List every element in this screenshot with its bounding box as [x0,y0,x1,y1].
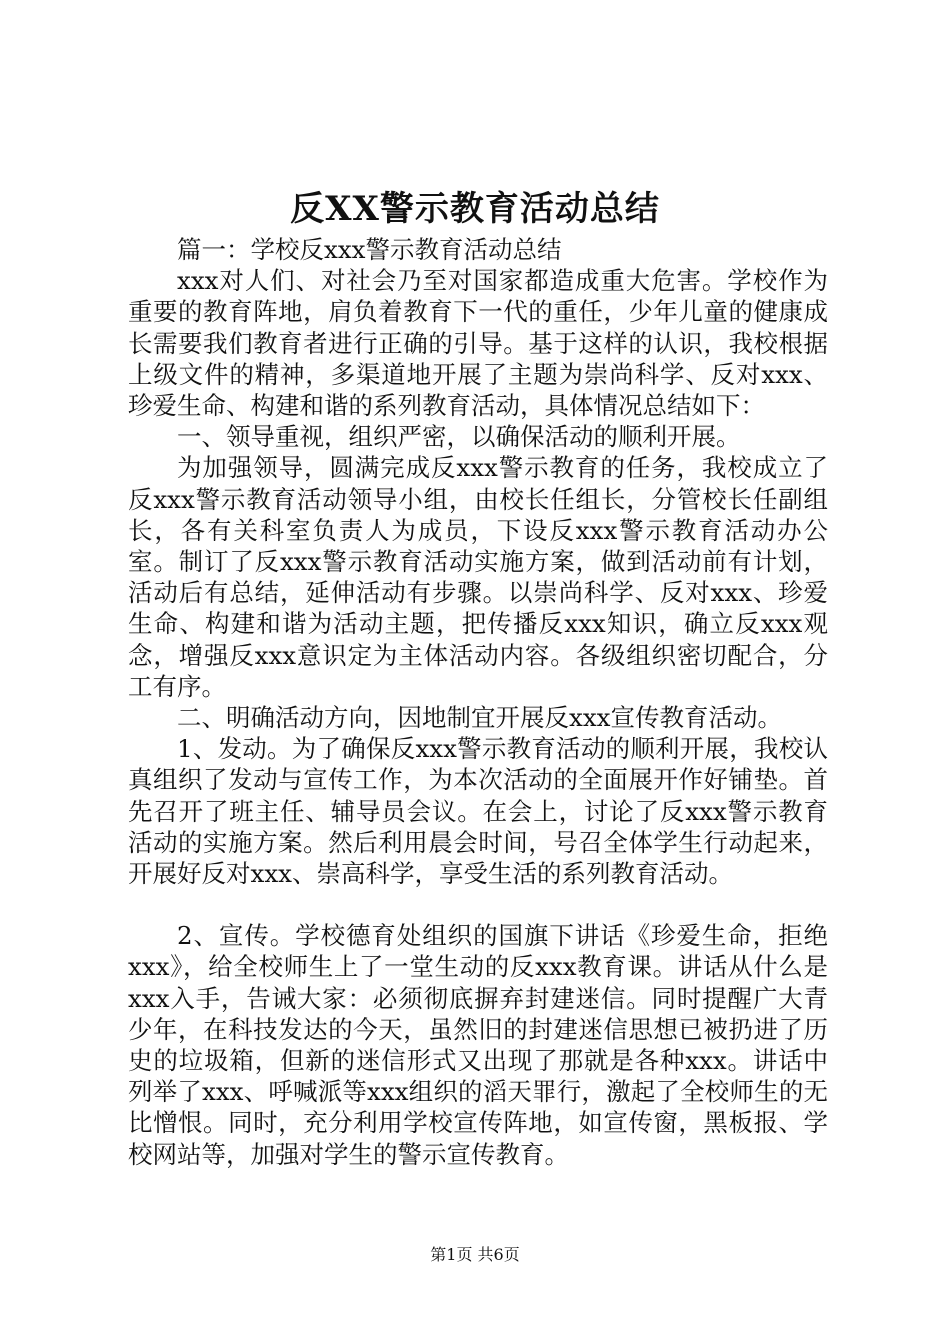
paragraph-heading-2: 二、明确活动方向，因地制宜开展反xxx宣传教育活动。 [177,703,782,733]
paragraph-publicity: 2、宣传。学校德育处组织的国旗下讲话《珍爱生命，拒绝xxx》，给全校师生上了一堂生动的反xxx教育课。讲话从什么是xxx入手，告诫大家：必须彻底摒弃封建迷信。同时提醒广大青少年，在科技发达的今天，虽然旧的封建迷信思想已被扔进了历史的垃圾箱，但新的迷信形式又出现了那就是各种xxx。讲话中列举了xxx、呼喊派等xxx组织的滔天罪行，激起了全校师生的无比憎恨。同时，充分利用学校宣传阵地，如宣传窗，黑板报、学校网站等，加强对学生的警示宣传教育。 [128,921,828,1169]
document-body [128,234,828,1170]
page-number-footer: 第1页 共6页 [430,1245,520,1264]
document-title: 反XX警示教育活动总结 [290,189,660,229]
paragraph-section-heading: 篇一：学校反xxx警示教育活动总结 [177,235,562,264]
paragraph-intro: xxx对人们、对社会乃至对国家都造成重大危害。学校作为重要的教育阵地，肩负着教育下一代的重任，少年儿童的健康成长需要我们教育者进行正确的引导。基于这样的认识，我校根据上级文件的精神，多渠道地开展了主题为崇尚科学、反对xxx、珍爱生命、构建和谐的系列教育活动，具体情况总结如下： [128,266,828,421]
paragraph-leadership: 为加强领导，圆满完成反xxx警示教育的任务，我校成立了反xxx警示教育活动领导小组，由校长任组长，分管校长任副组长，各有关科室负责人为成员，下设反xxx警示教育活动办公室。制订了反xxx警示教育活动实施方案，做到活动前有计划，活动后有总结，延伸活动有步骤。以崇尚科学、反对xxx、珍爱生命、构建和谐为活动主题，把传播反xxx知识，确立反xxx观念，增强反xxx意识定为主体活动内容。各级组织密切配合，分工有序。 [128,453,828,701]
paragraph-mobilize: 1、发动。为了确保反xxx警示教育活动的顺利开展，我校认真组织了发动与宣传工作，为本次活动的全面展开作好铺垫。首先召开了班主任、辅导员会议。在会上，讨论了反xxx警示教育活动的实施方案。然后利用晨会时间，号召全体学生行动起来，开展好反对xxx、崇高科学，享受生活的系列教育活动。 [128,734,828,889]
paragraph-heading-1: 一、领导重视，组织严密，以确保活动的顺利开展。 [177,422,741,452]
